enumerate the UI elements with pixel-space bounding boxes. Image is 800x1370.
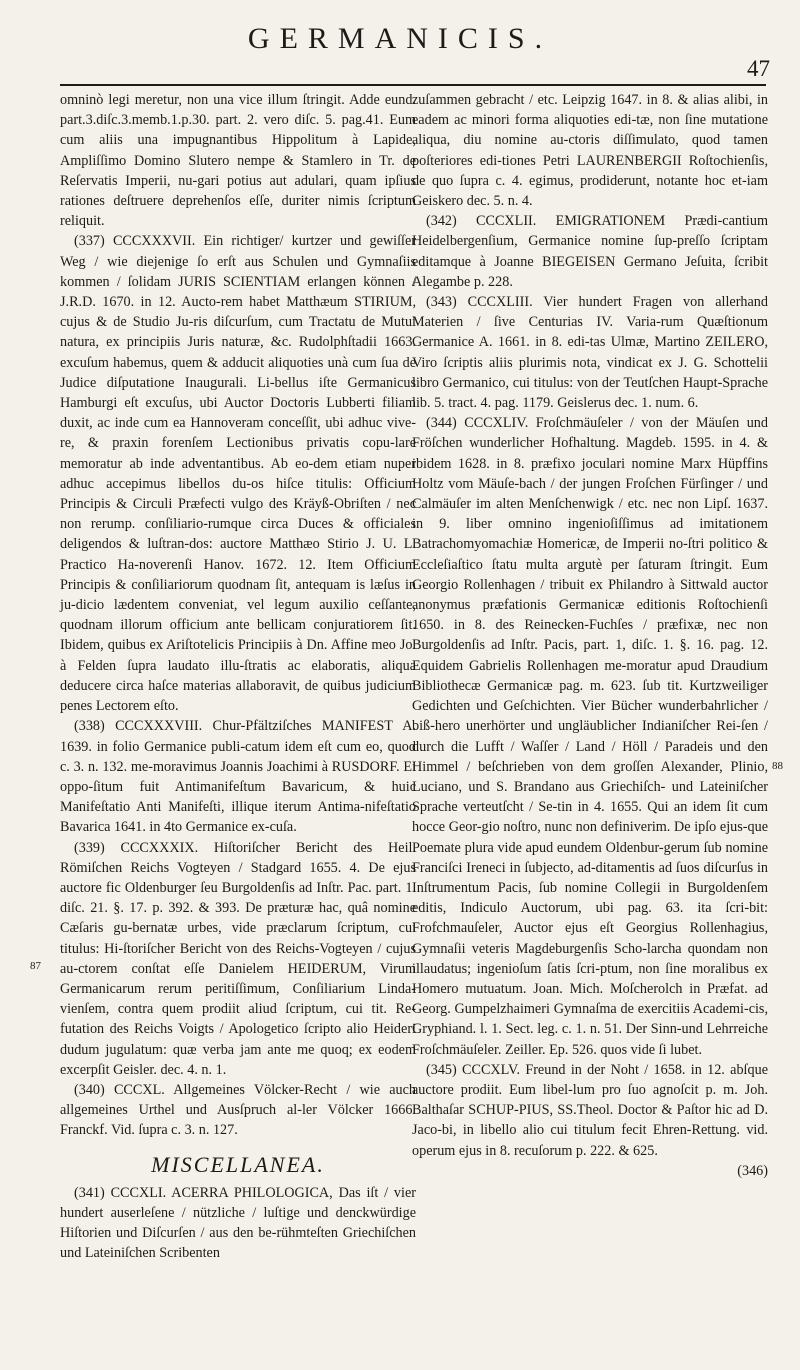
margin-note-left: 87	[30, 960, 41, 972]
section-title: MISCELLANEA.	[151, 1151, 325, 1177]
page-number: 47	[747, 56, 770, 81]
entry-345: (345) CCCXLV. Freund in der Noht / 1658. in 12. abſque auctore prodiit. Eum libel-lum pro ſuo agnoſcit p. m. Joh. Balthaſar SCHUP-PIUS, SS.Theol. Doctor & Paſtor hic ad D. Jaco-bi, in libello alio cui titulum fecit Ehren-Rettung. vid. operum ejus in 8. recuſorum p. 222. & 625.	[412, 1061, 768, 1159]
header-rule	[60, 84, 766, 86]
entry-344: (344) CCCXLIV. Froſchmäuſeler / von der Mäuſen und Fröſchen wunderlicher Hofhaltung. Magdeb. 1595. in 4. & ibidem 1628. in 8. præfixo joculari nomine Marx Hüpffins Holtz vom Mäuſe-bach / der jungen Froſchen Fürſinger / und Calmäuſer im alten Menſchenwigk / etc. nec non Lipſ. 1637. in 9. liber omnino ingenioſiſſimus ad imitationem Batrachomyomachiæ Homericæ, de Imperii no-ſtri politico & Eccleſiaſtico ſtatu multa argutè per ſaturam ſtringit. Eum Georgio Rollenhagen / tribuit ex Philandro à Sittwald auctor anonymus præfationis Germanicæ editionis Roſtochienſi 1650. in 8. des Reinecken-Fuchſes / præfixæ, nec non Burgoldenſis ad Inſtr. Pacis, part. 1, diſc. 1. §. 16. pag. 12. Equidem Gabrielis Rollenhagen me-moratur apud Draudium Bibliothecæ Germanicæ pag. m. 623. ſub tit. Kurtzweiliger Gedichten und Geſchichten. Vier Bücher wunderbahrlicher / biß-hero unerhörter und ungläublicher Indianiſcher Rei-ſen / durch die Lufft / Waſſer / Land / Höll / Paradeis und den Himmel / beſchrieben von dem groſſen Alexander, Plinio, Luciano, und S. Brandano aus Griechiſch- und Lateiniſcher Sprache verteutſcht / Se-tin in 4. 1655. Qui an idem ſit cum hocce Geor-gio noſtro, nunc non definiverim. De ipſo ejus-que Poemate plura vide apud eundem Oldenbur-gerum ſub nomine Franciſci Ireneci in ſubjecto, ad-ditamentis ad ſuos diſcurſus in Inſtrumentum Pacis, ſub nomine Collegii in Burgoldenſem editis, Indiculo Auctorum, ubi pag. 63. ita ſcri-bit: Frofchmauſeler, Auctor ejus eſt Georgius Rollenhagius, Gymnaſii veteris Magdeburgenſis Scho-larcha quondam non illaudatus; ingenioſum ſatis ſcri-ptum, non ſine moralibus ex Homero mutuatum. Joan. Mich. Moſcherolch in Præfat. ad Georg. Gumpelzhaimeri Gymnaſma de exercitiis Academi-cis, Gryphiand. l. 1. Sect. leg. c. 1. n. 51. Der Sinn-und Lehrreiche Froſchmäuſeler. Zeiller. Ep. 526. quos vide ſi lubet.	[412, 415, 768, 1058]
entry-340: (340) CCCXL. Allgemeines Völcker-Recht / wie auch allgemeines Urthel und Ausſpruch al-ler Völcker 1666. Franckf. Vid. ſupra c. 3. n. 127.	[60, 1081, 416, 1139]
entry-342: (342) CCCXLII. EMIGRATIONEM Prædi-cantium Heidelbergenſium, Germanice nomine ſup-preſſo ſcriptam editamque à Joanne BIEGEISEN Germano Jeſuita, ſcribit Alegambe p. 228.	[412, 213, 768, 290]
page-header	[0, 14, 800, 81]
entry-337: (337) CCCXXXVII. Ein richtiger/ kurtzer und gewiſſer Weg / wie diejenige ſo erſt aus Schulen und Gymnaſiis kommen / ſolidam JURIS SCIENTIAM erlangen können / J.R.D. 1670. in 12. Aucto-rem habet Matthæum STIRIUM, cujus & de Studio Ju-ris diſcurſum, cum Tractatu de Mutui natura, ex principiis Juris naturæ, &c. Rudolphſtadii 1663. excuſum habemus, quem & adducit aliquoties unà cum ſua de Judice diſputatione Inaugurali. Li-bellus iſte Germanicus Hamburgi eſt excuſus, ubi Auctor Doctoris Lubberti filiam duxit, ac inde cum ea Hannoveram conceſſit, ubi adhuc vive-re, & praxin forenſem Lectionibus privatis copu-lare memoratur ab inde adventantibus. Ab eo-dem etiam nuper adhuc accepimus libellos du-os hiſce titulis: Officium Principis & Circuli Præfecti vulgo des Kräyß-Obriſten / nec non rerump. conſiliario-rumque circa Duces & officiales deligendos & luſtran-dos: auctore Matthæo Stirio J. U. L. Practico Ha-noverenſi Hanov. 1672. 12. Item Officium Principis & conſiliariorum quodnam ſit, antequam is læſus in ju-dicio lædentem conveniat, vel legum auxilio ceſſante, quodnam illorum officium ante bellicam conjuratiorem ſit. Ibidem, quibus ex Ariſtotelicis Principiis à Dn. Affine meo Jo. à Felden ſupra laudato illu-ſtratis ac elaboratis, aliqua deducere circa haſce materias allaboravit, de quibus judicium penes Lectorem eſto.	[60, 233, 416, 715]
catchword: (346)	[737, 1162, 768, 1179]
margin-note-right: 88	[772, 760, 783, 772]
paragraph: omninò legi meretur, non una vice illum ſtringit. Adde eund. part.3.diſc.3.memb.1.p.30. part. 2. vero diſc. 5. pag.41. Eum cum aliis una impugnantibus Hippolitum à Lapide, Ampliſſimo Domino Slutero nempe & Stamlero in Tr. de Reſervatis Imperii, nu-gari potius aut adulari, quam ipſius rationes deſtruere deprehenſos eſſe, duriter nimis ſcriptum reliquit.	[60, 92, 416, 230]
running-head: GERMANICIS.	[247, 22, 553, 55]
entry-338: (338) CCCXXXVIII. Chur-Pfältziſches MANIFEST A. 1639. in folio Germanice publi-catum idem eſt cum eo, quod c. 3. n. 132. me-moravimus Joannis Joachimi à RUSDORF. Ei oppo-ſitum fuit Antimanifeſtum Bavaricum, & huic Manifeſtatio Anti Manifeſti, illique iterum Antima-nifeſtatio Bavarica 1641. in 4to Germanice ex-cuſa.	[60, 718, 416, 836]
right-column	[412, 90, 768, 1181]
entry-339: (339) CCCXXXIX. Hiſtoriſcher Bericht des Heil. Römiſchen Reichs Vogteyen / Stadgard 1655. 4. De ejus auctore fic Oldenburger ſeu Burgoldenſis ad Inſtr. Pac. part. 1. diſc. 21. §. 17. p. 392. & 393. De præturæ hac, quâ nomine Cæſaris gu-bernatæ urbes, vide præclarum ſcriptum, cui titulus: Hi-ſtoriſcher Bericht von des Reichs-Vogteyen / cujus au-ctorem conſtat eſſe Danielem HEIDERUM, Virum Germanicarum rerum peritiſſimum, Conſiliarium Linda-vienſem, contra quem prodiit aliud ſcriptum, cui tit. Re-futation des Reichs Voigts / Apologetico ſcripto alio Heideri dudum jugulatum: quæ verba jam ante me quoq; ex eodem excerpſit Geisler. dec. 4. n. 1.	[60, 839, 416, 1078]
entry-341: (341) CCCXLI. ACERRA PHILOLOGICA, Das iſt / vier hundert auserleſene / nützliche / luſtige und denckwürdige Hiſtorien und Diſcurſen / aus den be-rühmteſten Griechiſchen und Lateiniſchen Scribenten	[60, 1184, 416, 1262]
left-column	[60, 90, 416, 1264]
paragraph: zuſammen gebracht / etc. Leipzig 1647. in 8. & alias alibi, in eadem ac minori forma aliquoties edi-tæ, non ſine mutatione aliqua, diu nomine au-ctoris diſſimulato, quod tamen poſteriores edi-tiones Petri LAURENBERGII Roſtochienſis, de quo ſupra c. 4. egimus, prodiderunt, notante hoc et-iam Geiskero dec. 5. n. 4.	[412, 92, 768, 210]
entry-343: (343) CCCXLIII. Vier hundert Fragen von allerhand Materien / ſive Centurias IV. Varia-rum Quæſtionum Germanice A. 1661. in 8. edi-tas Ulmæ, Martino ZEILERO, Viro ſcriptis aliis plurimis nota, vindicat ex J. G. Schottelii libro Germanico, cui titulus: von der Teutſchen Haupt-Sprache lib. 5. tract. 4. pag. 1179. Geislerus dec. 1. num. 6.	[412, 294, 768, 412]
